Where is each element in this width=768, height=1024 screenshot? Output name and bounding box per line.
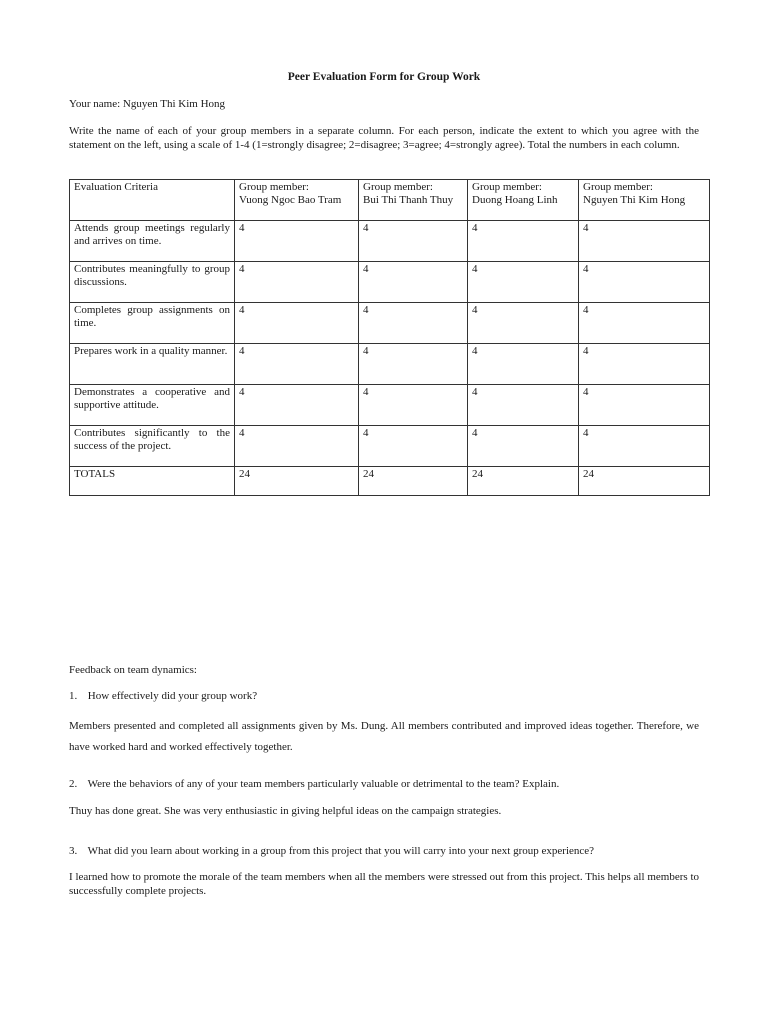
criterion-cell: Demonstrates a cooperative and supportive attitude.: [70, 385, 235, 426]
member-header: [235, 180, 359, 221]
member-label: Group member:: [239, 181, 309, 193]
feedback-heading: Feedback on team dynamics:: [69, 664, 197, 676]
table-row: [70, 303, 710, 344]
table-header-row: [70, 180, 710, 221]
total-cell: 24: [235, 467, 359, 496]
question-number: 2.: [69, 778, 78, 790]
score-cell: 4: [359, 385, 468, 426]
criterion-cell: Completes group assignments on time.: [70, 303, 235, 344]
score-cell: 4: [235, 385, 359, 426]
instructions-paragraph: Write the name of each of your group members in a separate column. For each person, indicate the extent to which you agree with the statement on the left, using a scale of 1-4 (1=strongly disagree; 2=disagree; 3=agree; 4=strongly agree). Total the numbers in each column.: [69, 125, 699, 151]
total-cell: 24: [359, 467, 468, 496]
score-cell: 4: [579, 385, 710, 426]
member-name: Bui Thi Thanh Thuy: [363, 194, 454, 206]
score-cell: 4: [579, 426, 710, 467]
table-row: [70, 426, 710, 467]
member-header: [579, 180, 710, 221]
score-cell: 4: [235, 221, 359, 262]
score-cell: 4: [579, 262, 710, 303]
score-cell: 4: [468, 344, 579, 385]
table-row: [70, 221, 710, 262]
criterion-cell: Prepares work in a quality manner.: [70, 344, 235, 385]
question-text: Were the behaviors of any of your team members particularly valuable or detrimental to the team? Explain.: [87, 778, 560, 790]
score-cell: 4: [235, 344, 359, 385]
table-row: [70, 385, 710, 426]
criterion-cell: Attends group meetings regularly and arrives on time.: [70, 221, 235, 262]
score-cell: 4: [359, 221, 468, 262]
member-name: Vuong Ngoc Bao Tram: [239, 194, 342, 206]
score-cell: 4: [468, 221, 579, 262]
evaluation-table: [69, 179, 710, 496]
score-cell: 4: [579, 221, 710, 262]
criterion-cell: Contributes significantly to the success of the project.: [70, 426, 235, 467]
member-label: Group member:: [363, 181, 433, 193]
criterion-cell: Contributes meaningfully to group discussions.: [70, 262, 235, 303]
score-cell: 4: [468, 262, 579, 303]
score-cell: 4: [468, 385, 579, 426]
criteria-header: Evaluation Criteria: [70, 180, 235, 221]
member-label: Group member:: [583, 181, 653, 193]
totals-label: TOTALS: [70, 467, 235, 496]
score-cell: 4: [235, 303, 359, 344]
form-title: Peer Evaluation Form for Group Work: [287, 71, 481, 83]
member-name: Duong Hoang Linh: [472, 194, 558, 206]
question-number: 1.: [69, 690, 78, 702]
answer-2: Thuy has done great. She was very enthusiastic in giving helpful ideas on the campaign strategies.: [69, 805, 502, 817]
score-cell: 4: [359, 303, 468, 344]
score-cell: 4: [235, 262, 359, 303]
your-name-line: Your name: Nguyen Thi Kim Hong: [69, 98, 226, 110]
member-label: Group member:: [472, 181, 542, 193]
score-cell: 4: [235, 426, 359, 467]
total-cell: 24: [468, 467, 579, 496]
answer-3: I learned how to promote the morale of the team members when all the members were stressed out from this project. This helps all members to successfully complete projects.: [69, 871, 699, 897]
score-cell: 4: [468, 426, 579, 467]
score-cell: 4: [579, 303, 710, 344]
question-text: How effectively did your group work?: [87, 690, 258, 702]
member-header: [359, 180, 468, 221]
table-row: [70, 344, 710, 385]
score-cell: 4: [359, 262, 468, 303]
score-cell: 4: [468, 303, 579, 344]
question-number: 3.: [69, 845, 78, 857]
totals-row: [70, 467, 710, 496]
score-cell: 4: [359, 426, 468, 467]
member-header: [468, 180, 579, 221]
score-cell: 4: [579, 344, 710, 385]
table-row: [70, 262, 710, 303]
question-2: [69, 778, 699, 792]
question-text: What did you learn about working in a group from this project that you will carry into your next group experience?: [87, 845, 595, 857]
question-3: [69, 845, 699, 859]
question-1: [69, 690, 699, 704]
total-cell: 24: [579, 467, 710, 496]
score-cell: 4: [359, 344, 468, 385]
answer-1: Members presented and completed all assignments given by Ms. Dung. All members contributed and improved ideas together. Therefore, we have worked hard and worked effectively together.: [69, 720, 699, 753]
member-name: Nguyen Thi Kim Hong: [583, 194, 686, 206]
